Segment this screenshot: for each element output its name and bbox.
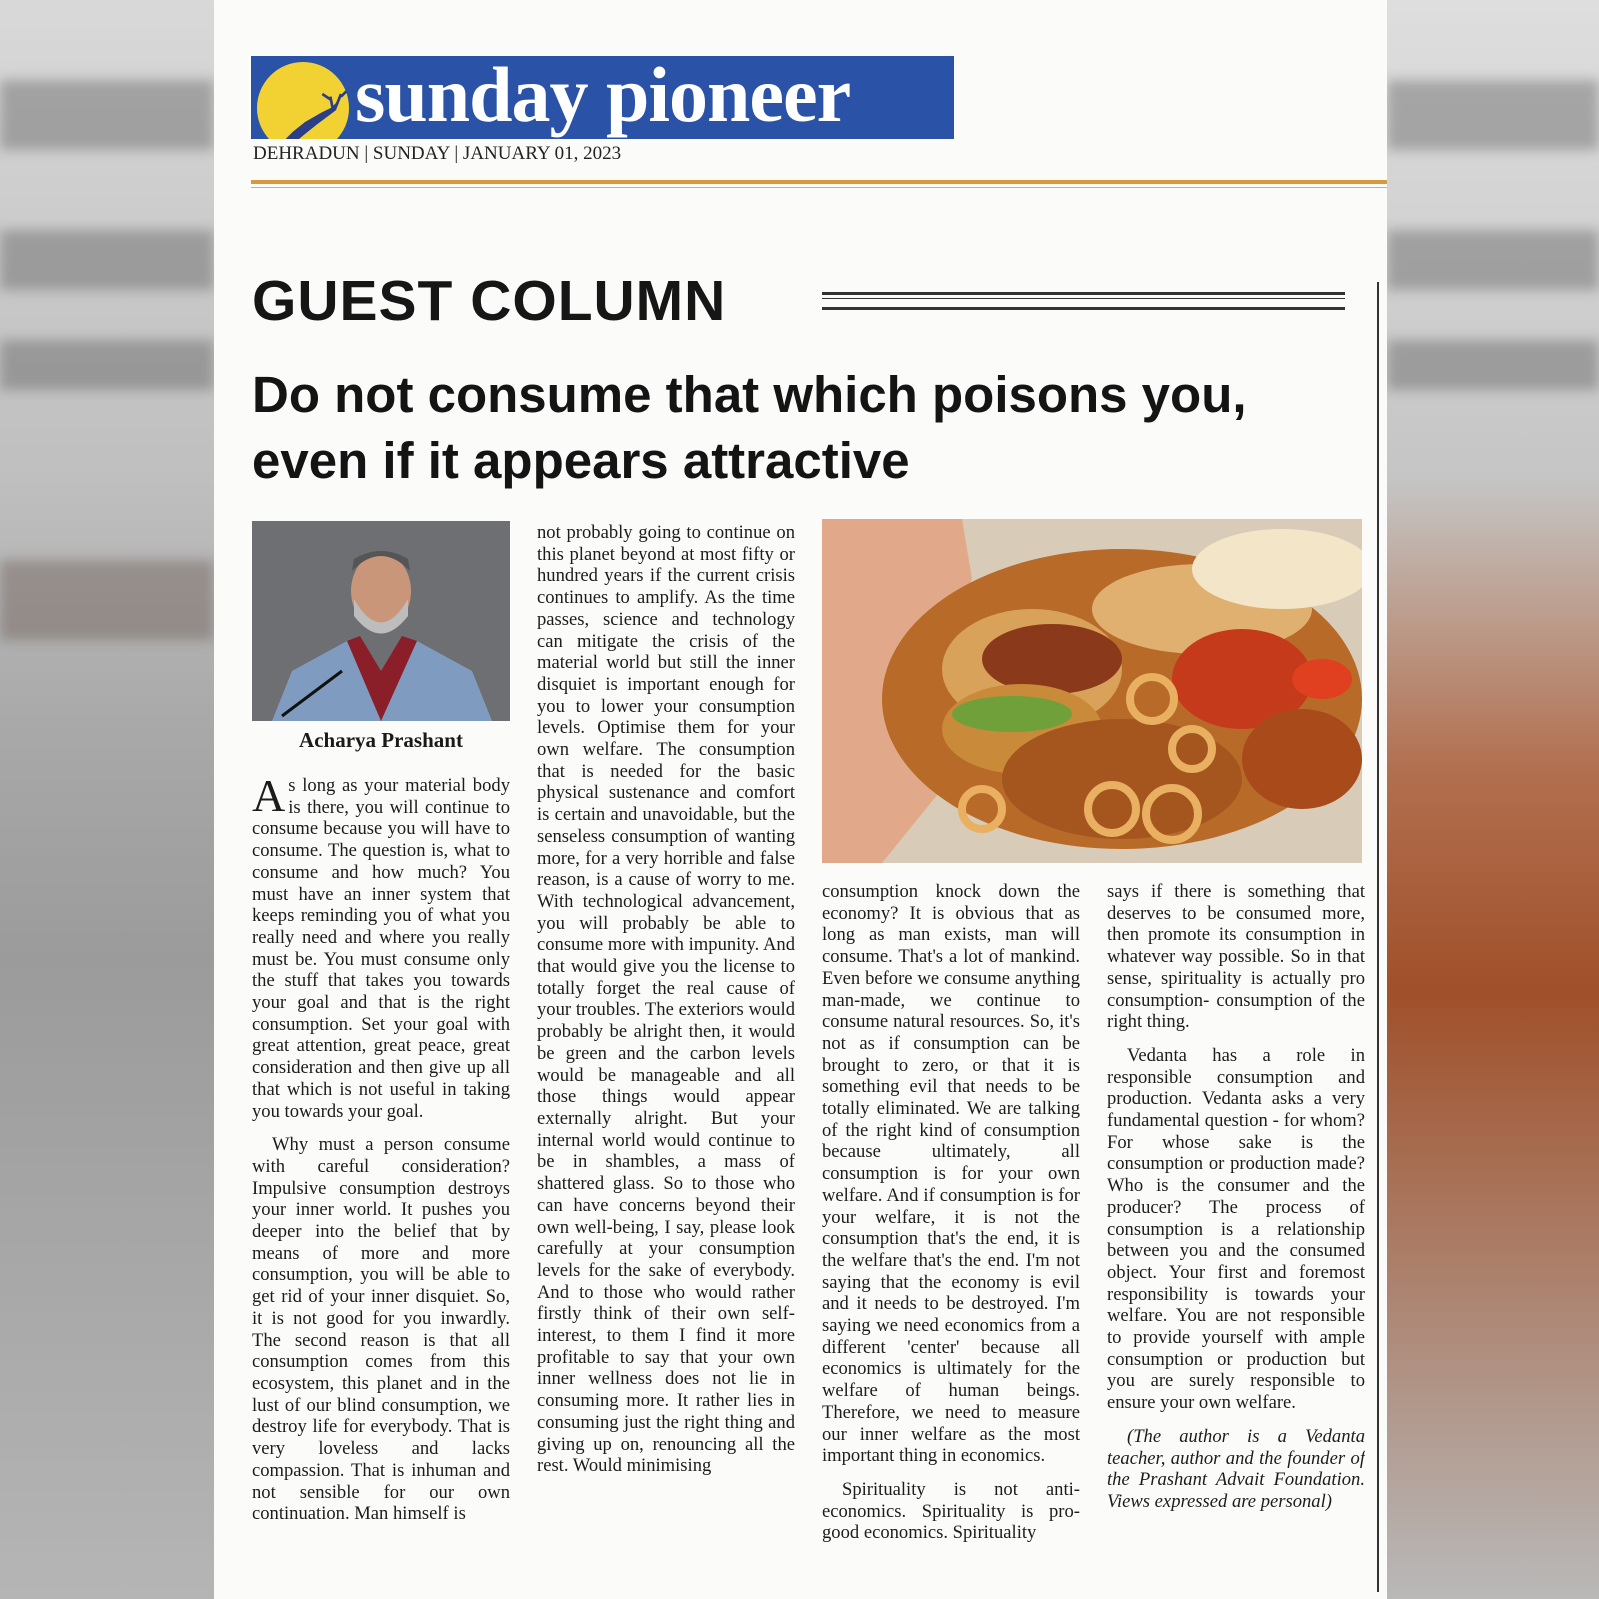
article-column-4 — [1107, 881, 1365, 1595]
paragraph: Why must a person consume with careful consideration? Impulsive consumption destroys your inner world. It pushes you deeper into the belief that by means of more and more consumption, you will be able to get rid of your inner disquiet. So, it is not good for you inwardly. The second reason is that all consumption comes from this ecosystem, this planet and in the lust of our blind consumption, we destroy life for everybody. That is very loveless and lacks compassion. That is inhuman and not sensible for our own continuation. Man himself is — [252, 1134, 510, 1525]
author-byline: Acharya Prashant — [299, 728, 463, 752]
article-column-3 — [822, 881, 1080, 1595]
masthead-title: sunday pioneer — [355, 56, 851, 138]
author-photo — [252, 521, 510, 721]
paragraph: Vedanta has a role in responsible consumption and production. Vedanta asks a very fundamental question - for whom? For whose sake is the consumption or production made? Who is the consumer and the producer? The process of consumption is a relationship between you and the consumed object. Your first and foremost responsibility is towards your welfare. You are not responsible to provide yourself with ample consumption or production but you are surely responsible to ensure your own welfare. — [1107, 1044, 1365, 1414]
article-headline: Do not consume that which poisons you, even if it appears attractive — [252, 366, 1247, 489]
blurred-background-left — [0, 0, 214, 1599]
masthead-logo — [251, 56, 954, 139]
paragraph: consumption knock down the economy? It is obvious that as long as man exists, man will consume. That's a lot of mankind. Even before we consume anything man-made, we continue to consume natural resources. So, it's not as if consumption can be brought to zero, or that it is something evil that needs to be totally eliminated. We are talking of the right kind of consumption because ultimately, all consumption is for your own welfare. And if consumption is for your welfare, it is not the consumption that's the end, it is the welfare that's the end. I'm not saying that the economy is evil and it needs to be destroyed. I'm saying we need economics from a different 'center' because all economics is ultimately for the welfare of human beings. Therefore, we need to measure our inner welfare as the most important thing in economics. — [822, 881, 1080, 1467]
section-title: GUEST COLUMN — [252, 269, 727, 333]
deer-icon — [269, 66, 349, 139]
paragraph: Spirituality is not anti-economics. Spirituality is pro-good economics. Spirituality — [822, 1478, 1080, 1544]
column-divider — [1377, 282, 1379, 1592]
newspaper-page — [214, 0, 1387, 1599]
header-rule-thin — [251, 187, 1387, 188]
article-column-2 — [537, 522, 795, 1597]
paragraph: s long as your material body is there, you will continue to consume because you will have to consume. The question is, what to consume and how much? You must have an inner system that keeps reminding you of what you really need and where you really must be. You must consume only the stuff that takes you towards your goal and that is the right consumption. Set your goal with great attention, great peace, great consideration and then give up all that which is not useful in taking you towards your goal. — [252, 775, 510, 1122]
author-note: (The author is a Vedanta teacher, author and the founder of the Prashant Advait Foundation. Views expressed are personal) — [1107, 1425, 1365, 1512]
article-column-1 — [252, 775, 510, 1595]
paragraph: says if there is something that deserves to be consumed more, then promote its consumption in whatever way possible. So in that sense, spirituality is actually pro consumption- consumption of the right thing. — [1107, 881, 1365, 1033]
blurred-background-right — [1387, 0, 1599, 1599]
dateline: DEHRADUN | SUNDAY | JANUARY 01, 2023 — [253, 143, 622, 164]
paragraph: not probably going to continue on this planet beyond at most fifty or hundred years if the current crisis continues to amplify. As the time passes, science and technology can mitigate the crisis of the material world but still the inner disquiet is important enough for you to lower your consumption levels. Optimise them for your own welfare. The consumption that is needed for the basic physical sustenance and comfort is certain and unavoidable, but the senseless consumption of wanting more, for a very horrible and false reason, is a cause of worry to me. With technological advancement, you will probably be able to consume more with impunity. And that would give you the license to totally forget the real cause of your troubles. The exteriors would probably be alright then, it would be green and the carbon levels would be manageable and all those things would appear externally alright. But your internal world would continue to be in shambles, a mass of shattered glass. So to those who can have concerns beyond their own well-being, I say, please look carefully at your consumption levels for the sake of everybody. And to those who would rather firstly think of their own self-interest, to them I find it more profitable to say that your own inner wellness does not lie in consuming more. It rather lies in consuming just the right thing and giving up on, renouncing all the rest. Would minimising — [537, 522, 795, 1477]
drop-cap: A — [252, 775, 286, 821]
section-rule — [822, 292, 1345, 310]
junk-food-photo — [822, 519, 1362, 863]
header-rule — [251, 180, 1387, 184]
